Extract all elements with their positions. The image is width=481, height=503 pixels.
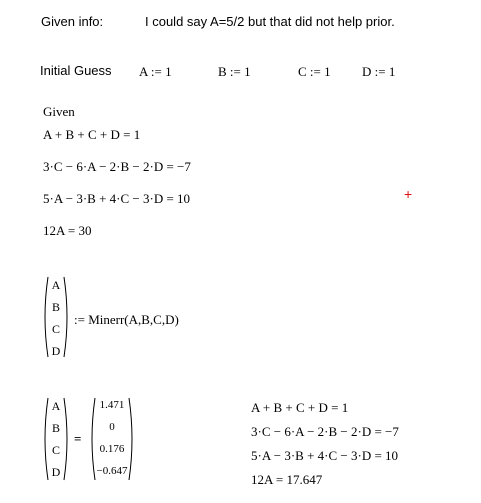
given-info-label: Given info: [41,14,104,29]
check-equation-2[interactable]: 3·C − 6·A − 2·B − 2·D = −7 [251,424,399,439]
result-lhs-vector [41,397,71,481]
assign-b[interactable]: B := 1 [218,64,251,79]
check-equation-1[interactable]: A + B + C + D = 1 [251,400,349,415]
assign-a[interactable]: A := 1 [139,64,172,79]
result-value: −0.647 [96,465,128,477]
minerr-vector[interactable] [41,276,71,358]
vector-entry: B [51,300,60,314]
vector-entry: D [51,344,61,358]
vector-entry: A [51,278,61,292]
vector-entry: C [51,443,60,457]
result-value: 0 [109,421,115,433]
right-paren-icon [63,397,71,481]
check-equation-3[interactable]: 5·A − 3·B + 4·C − 3·D = 10 [251,448,399,463]
assign-d[interactable]: D := 1 [362,64,396,79]
constraint-1[interactable]: A + B + C + D = 1 [43,127,141,142]
given-info-note: I could say A=5/2 but that did not help prior. [145,14,395,29]
assign-c[interactable]: C := 1 [298,64,331,79]
crosshair-cursor-icon: + [404,186,413,202]
result-equals-sign: = [74,431,82,446]
right-paren-icon [63,276,71,358]
constraint-4[interactable]: 12A = 30 [43,223,92,238]
check-equation-4[interactable]: 12A = 17.647 [251,472,323,487]
vector-entry: D [51,465,61,479]
vector-entry: A [51,399,61,413]
given-keyword[interactable]: Given [43,104,75,119]
vector-entry: B [51,421,60,435]
vector-entry: C [51,322,60,336]
minerr-expression[interactable]: := Minerr(A,B,C,D) [74,312,179,327]
result-value: 0.176 [99,443,125,455]
constraint-3[interactable]: 5·A − 3·B + 4·C − 3·D = 10 [43,191,191,206]
result-value: 1.471 [99,399,125,411]
result-values-vector[interactable] [88,397,136,481]
constraint-2[interactable]: 3·C − 6·A − 2·B − 2·D = −7 [43,159,191,174]
right-paren-icon [128,397,136,481]
initial-guess-label: Initial Guess [40,63,112,78]
